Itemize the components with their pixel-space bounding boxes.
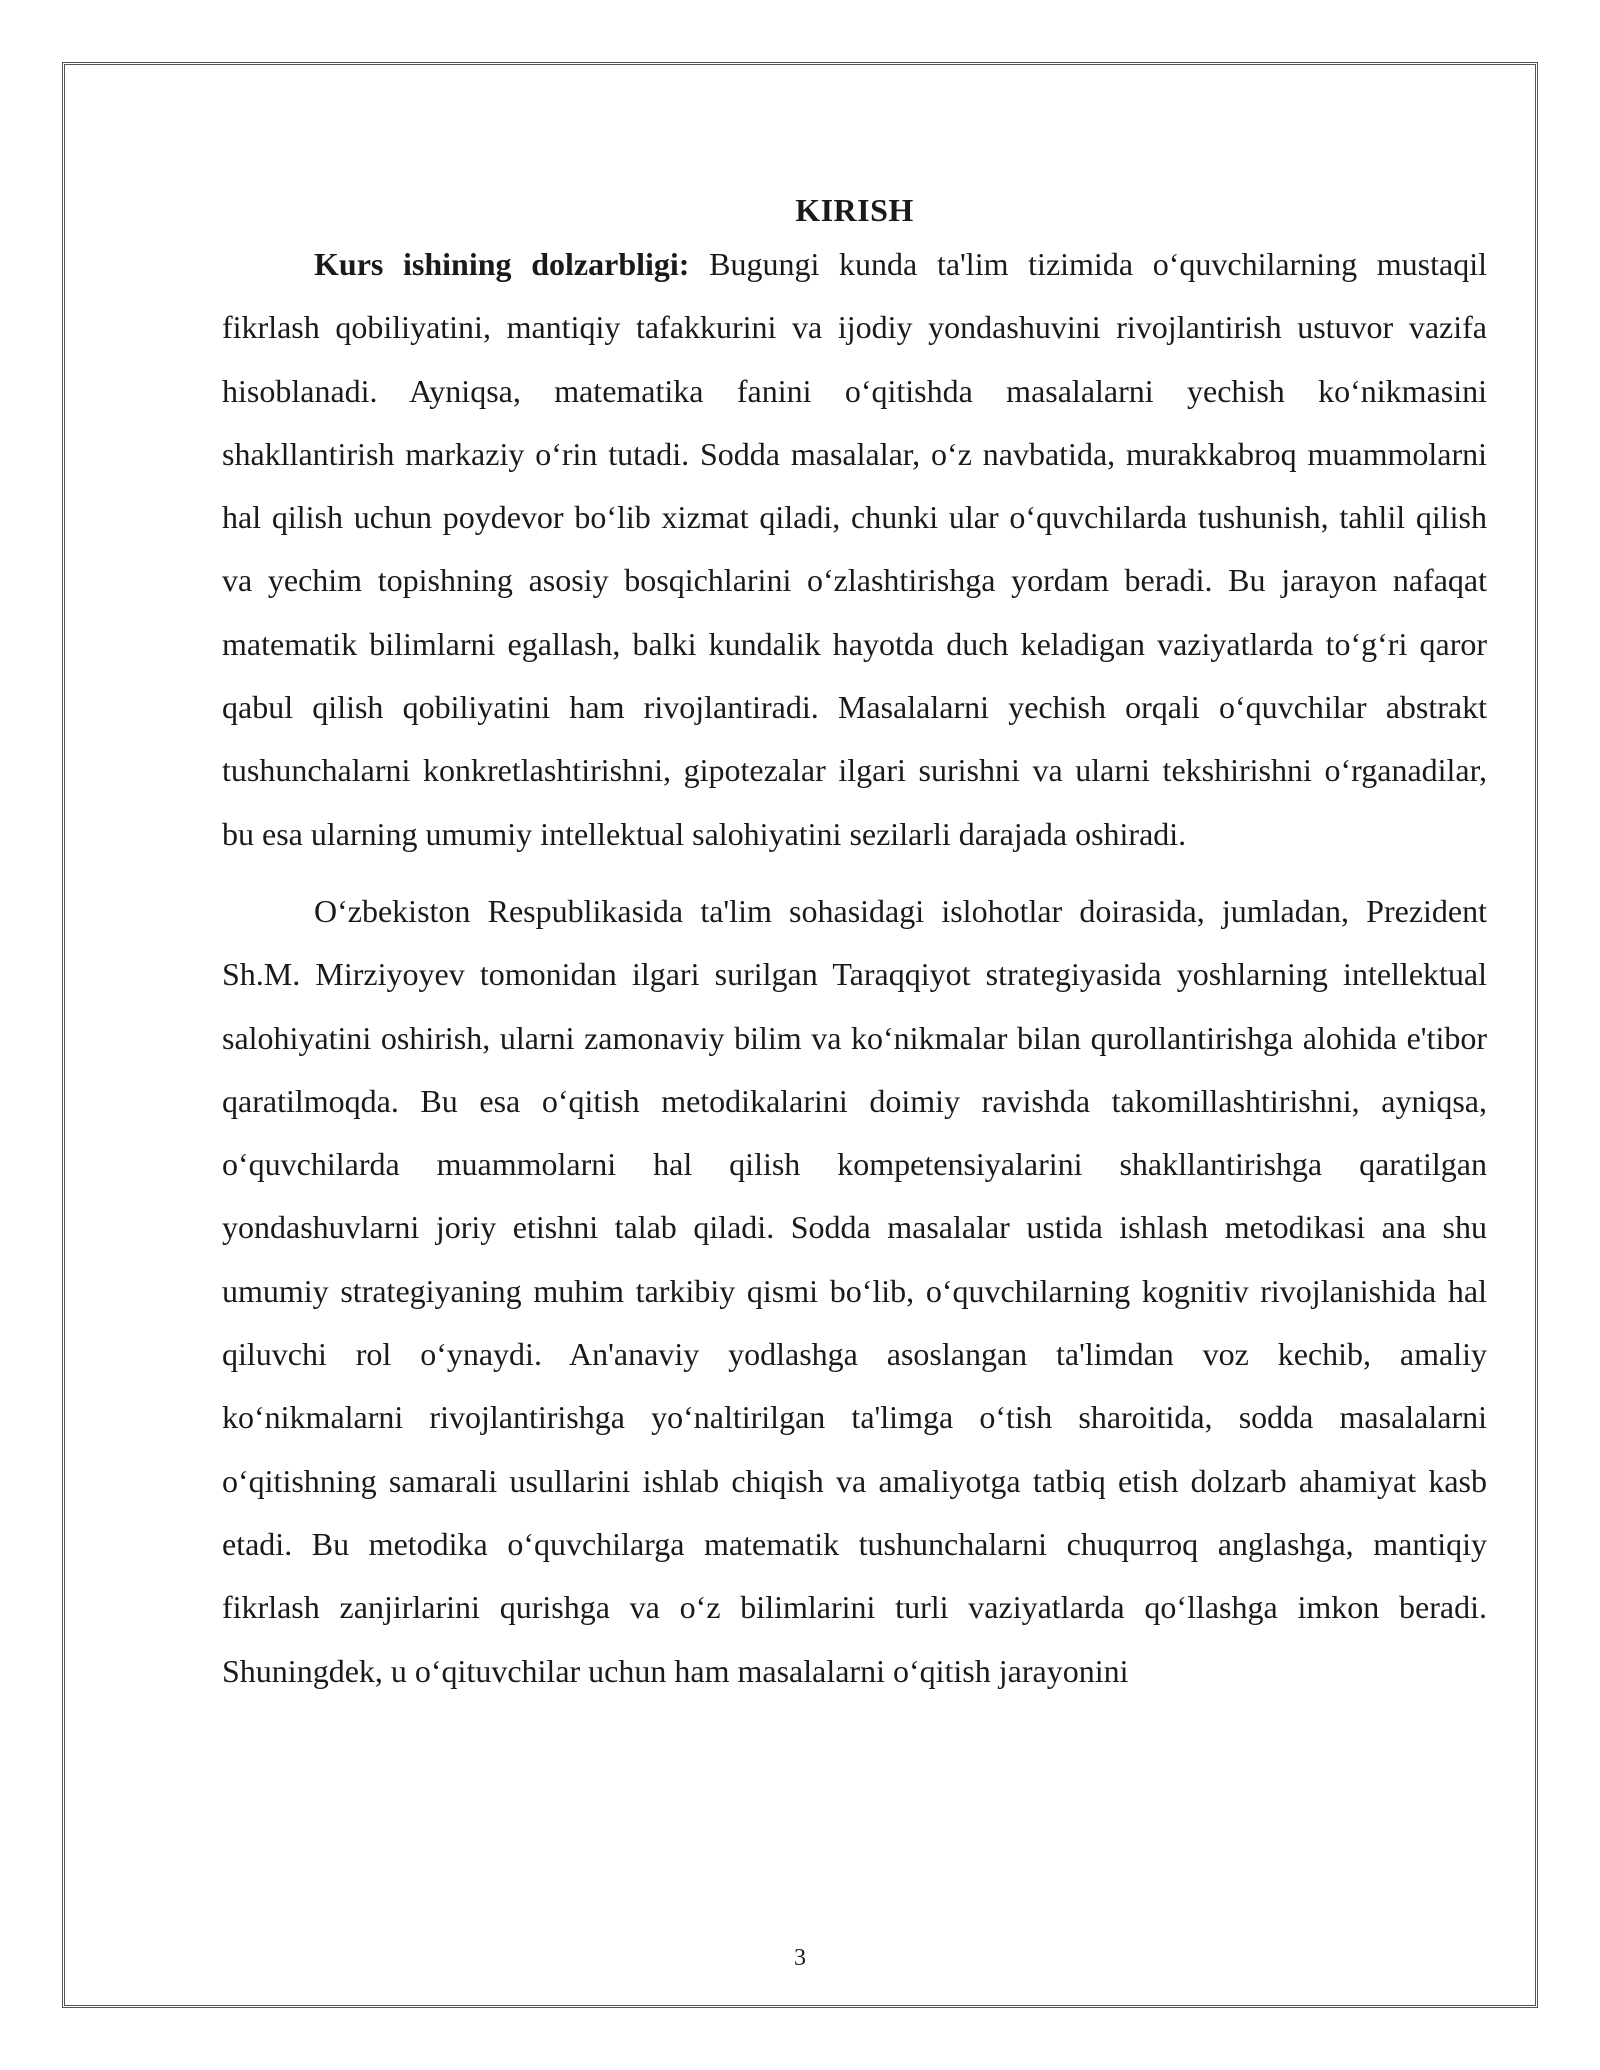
paragraph-reforms xyxy=(222,880,1487,1703)
document-body xyxy=(222,190,1487,1703)
paragraph-lead: Kurs ishining dolzarbligi: xyxy=(314,246,690,282)
section-title: KIRISH xyxy=(795,192,914,228)
paragraph-text: O‘zbekiston Respublikasida ta'lim sohasidagi islohotlar doirasida, jumladan, Prezident Sh.M. Mirziyoyev tomonidan ilgari surilgan Taraqqiyot strategiyasida yoshlarning intellektual salohiyatini oshirish, ularni zamonaviy bilim va ko‘nikmalar bilan qurollantirishga alohida e'tibor qaratilmoqda. Bu esa o‘qitish metodikalarini doimiy ravishda takomillashtirishni, ayniqsa, o‘quvchilarda muammolarni hal qilish kompetensiyalarini shakllantirishga qaratilgan yondashuvlarni joriy etishni talab qiladi. Sodda masalalar ustida ishlash metodikasi ana shu umumiy strategiyaning muhim tarkibiy qismi bo‘lib, o‘quvchilarning kognitiv rivojlanishida hal qiluvchi rol o‘ynaydi. An'anaviy yodlashga asoslangan ta'limdan voz kechib, amaliy ko‘nikmalarni rivojlantirishga yo‘naltirilgan ta'limga o‘tish sharoitida, sodda masalalarni o‘qitishning samarali usullarini ishlab chiqish va amaliyotga tatbiq etish dolzarb ahamiyat kasb etadi. Bu metodika o‘quvchilarga matematik tushunchalarni chuqurroq anglashga, mantiqiy fikrlash zanjirlarini qurishga va o‘z bilimlarini turli vaziyatlarda qo‘llashga imkon beradi. Shuningdek, u o‘qituvchilar uchun ham masalalarni o‘qitish jarayonini xyxy=(222,892,1487,1689)
page-number: 3 xyxy=(794,1945,806,1971)
paragraph-relevance xyxy=(222,233,1487,866)
paragraph-text: Bugungi kunda ta'lim tizimida o‘quvchilarning mustaqil fikrlash qobiliyatini, mantiqiy tafakkurini va ijodiy yondashuvini rivojlantirish ustuvor vazifa hisoblanadi. Ayniqsa, matematika fanini o‘qitishda masalalarni yechish ko‘nikmasini shakllantirish markaziy o‘rin tutadi. Sodda masalalar, o‘z navbatida, murakkabroq muammolarni hal qilish uchun poydevor bo‘lib xizmat qiladi, chunki ular o‘quvchilarda tushunish, tahlil qilish va yechim topishning asosiy bosqichlarini o‘zlashtirishga yordam beradi. Bu jarayon nafaqat matematik bilimlarni egallash, balki kundalik hayotda duch keladigan vaziyatlarda to‘g‘ri qaror qabul qilish qobiliyatini ham rivojlantiradi. Masalalarni yechish orqali o‘quvchilar abstrakt tushunchalarni konkretlashtirishni, gipotezalar ilgari surishni va ularni tekshirishni o‘rganadilar, bu esa ularning umumiy intellektual salohiyatini sezilarli darajada oshiradi. xyxy=(222,246,1488,852)
